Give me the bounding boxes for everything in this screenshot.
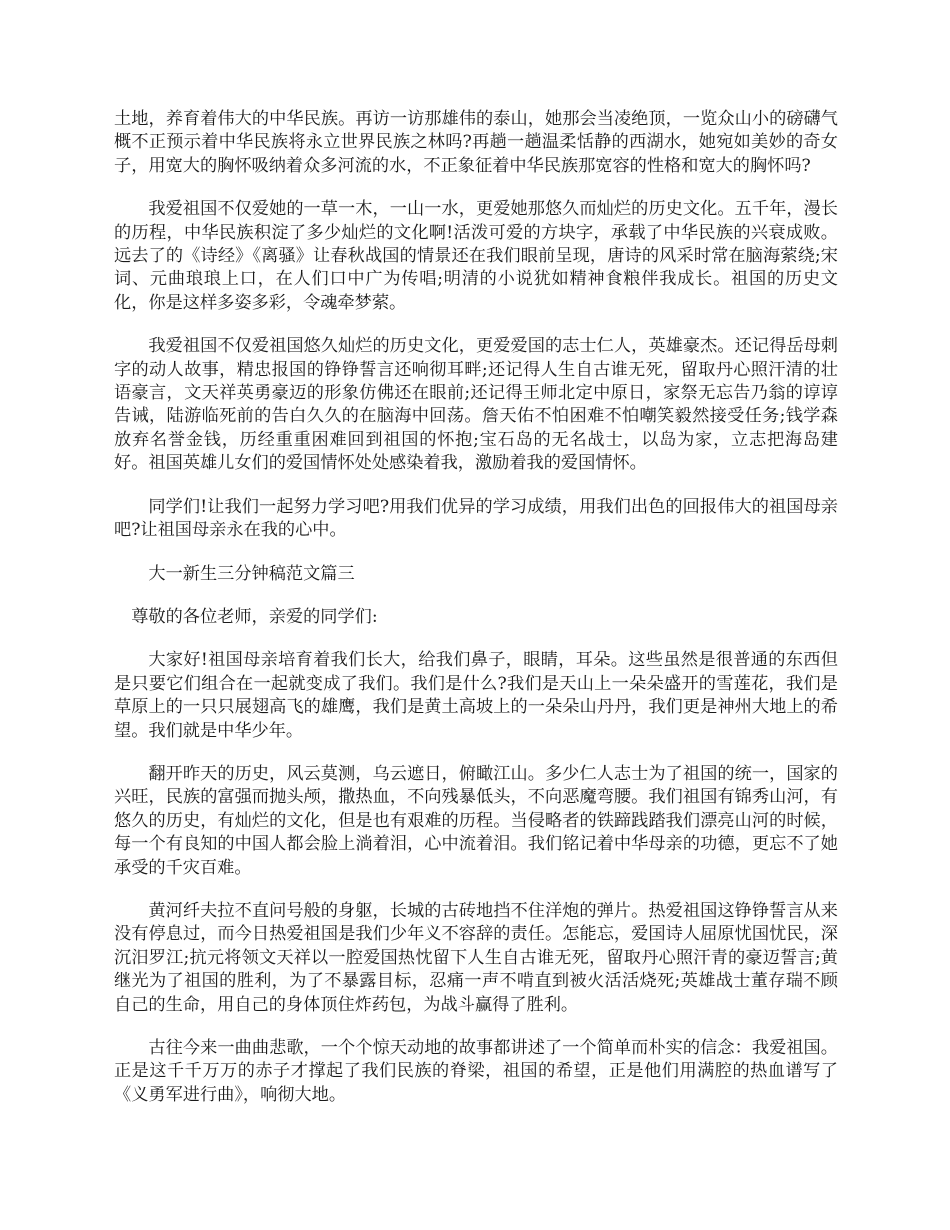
paragraph-continuation: 土地，养育着伟大的中华民族。再访一访那雄伟的泰山，她那会当凌绝顶，一览众山小的磅礴气概不正预示着中华民族将永立世界民族之林吗?再趟一趟温柔恬静的西湖水，她宛如美妙的奇女子，用宽大的胸怀吸纳着众多河流的水，不正象征着中华民族那宽容的性格和宽大的胸怀吗? xyxy=(114,109,838,176)
section-heading: 大一新生三分钟稿范文篇三 xyxy=(148,563,355,584)
paragraph-greeting: 大家好!祖国母亲培育着我们长大，给我们鼻子，眼睛，耳朵。这些虽然是很普通的东西但是只要它们组合在一起就变成了我们。我们是什么?我们是天山上一朵朵盛开的雪莲花，我们是草原上的一只只展翅高飞的雄鹰，我们是黄土高坡上的一朵朵山丹丹，我们更是神州大地上的希望。我们就是中华少年。 xyxy=(114,650,838,741)
paragraph-history-culture: 我爱祖国不仅爱她的一草一木，一山一水，更爱她那悠久而灿烂的历史文化。五千年，漫长的历程，中华民族积淀了多少灿烂的文化啊!活泼可爱的方块字，承载了中华民族的兴衰成败。远去了的《诗经》《离骚》让春秋战国的情景还在我们眼前呈现，唐诗的风采时常在脑海萦绕;宋词、元曲琅琅上口，在人们口中广为传唱;明清的小说犹如精神食粮伴我成长。祖国的历史文化，你是这样多姿多彩，令魂牵梦萦。 xyxy=(114,199,838,313)
paragraph-history: 翻开昨天的历史，风云莫测，乌云遮日，俯瞰江山。多少仁人志士为了祖国的统一，国家的兴旺，民族的富强而抛头颅，撒热血，不向残暴低头，不向恶魔弯腰。我们祖国有锦秀山河，有悠久的历史，有灿烂的文化，但是也有艰难的历程。当侵略者的铁蹄践踏我们漂亮山河的时候，每一个有良知的中国人都会脸上淌着泪，心中流着泪。我们铭记着中华母亲的功德，更忘不了她承受的千灾百难。 xyxy=(114,763,838,878)
paragraph-conclusion: 古往今来一曲曲悲歌，一个个惊天动地的故事都讲述了一个简单而朴实的信念：我爱祖国。正是这千千万万的赤子才撑起了我们民族的脊梁，祖国的希望，正是他们用满腔的热血谱写了《义勇军进行曲》，响彻大地。 xyxy=(114,1038,838,1105)
salutation: 尊敬的各位老师，亲爱的同学们: xyxy=(131,606,378,627)
document-body xyxy=(114,108,838,1127)
paragraph-heroes: 我爱祖国不仅爱祖国悠久灿烂的历史文化，更爱爱国的志士仁人，英雄豪杰。还记得岳母刺字的动人故事，精忠报国的铮铮誓言还响彻耳畔;还记得人生自古谁无死，留取丹心照汗清的壮语豪言，文天祥英勇豪迈的形象仿佛还在眼前;还记得王师北定中原日，家祭无忘告乃翁的谆谆告诫，陆游临死前的告白久久的在脑海中回荡。詹天佑不怕困难不怕嘲笑毅然接受任务;钱学森放弃名誉金钱，历经重重困难回到祖国的怀抱;宝石岛的无名战士，以岛为家，立志把海岛建好。祖国英雄儿女们的爱国情怀处处感染着我，激励着我的爱国情怀。 xyxy=(114,336,838,474)
paragraph-patriots: 黄河纤夫拉不直问号般的身躯，长城的古砖地挡不住洋炮的弹片。热爱祖国这铮铮誓言从来没有停息过，而今日热爱祖国是我们少年义不容辞的责任。怎能忘，爱国诗人屈原忧国忧民，深沉汨罗江;抗元将领文天祥以一腔爱国热忱留下人生自古谁无死，留取丹心照汗青的豪迈誓言;黄继光为了祖国的胜利，为了不暴露目标，忍痛一声不啃直到被火活活烧死;英雄战士董存瑞不顾自己的生命，用自己的身体顶住炸药包，为战斗赢得了胜利。 xyxy=(114,900,838,1015)
paragraph-closing-call: 同学们!让我们一起努力学习吧?用我们优异的学习成绩，用我们出色的回报伟大的祖国母亲吧?让祖国母亲永在我的心中。 xyxy=(114,496,838,541)
